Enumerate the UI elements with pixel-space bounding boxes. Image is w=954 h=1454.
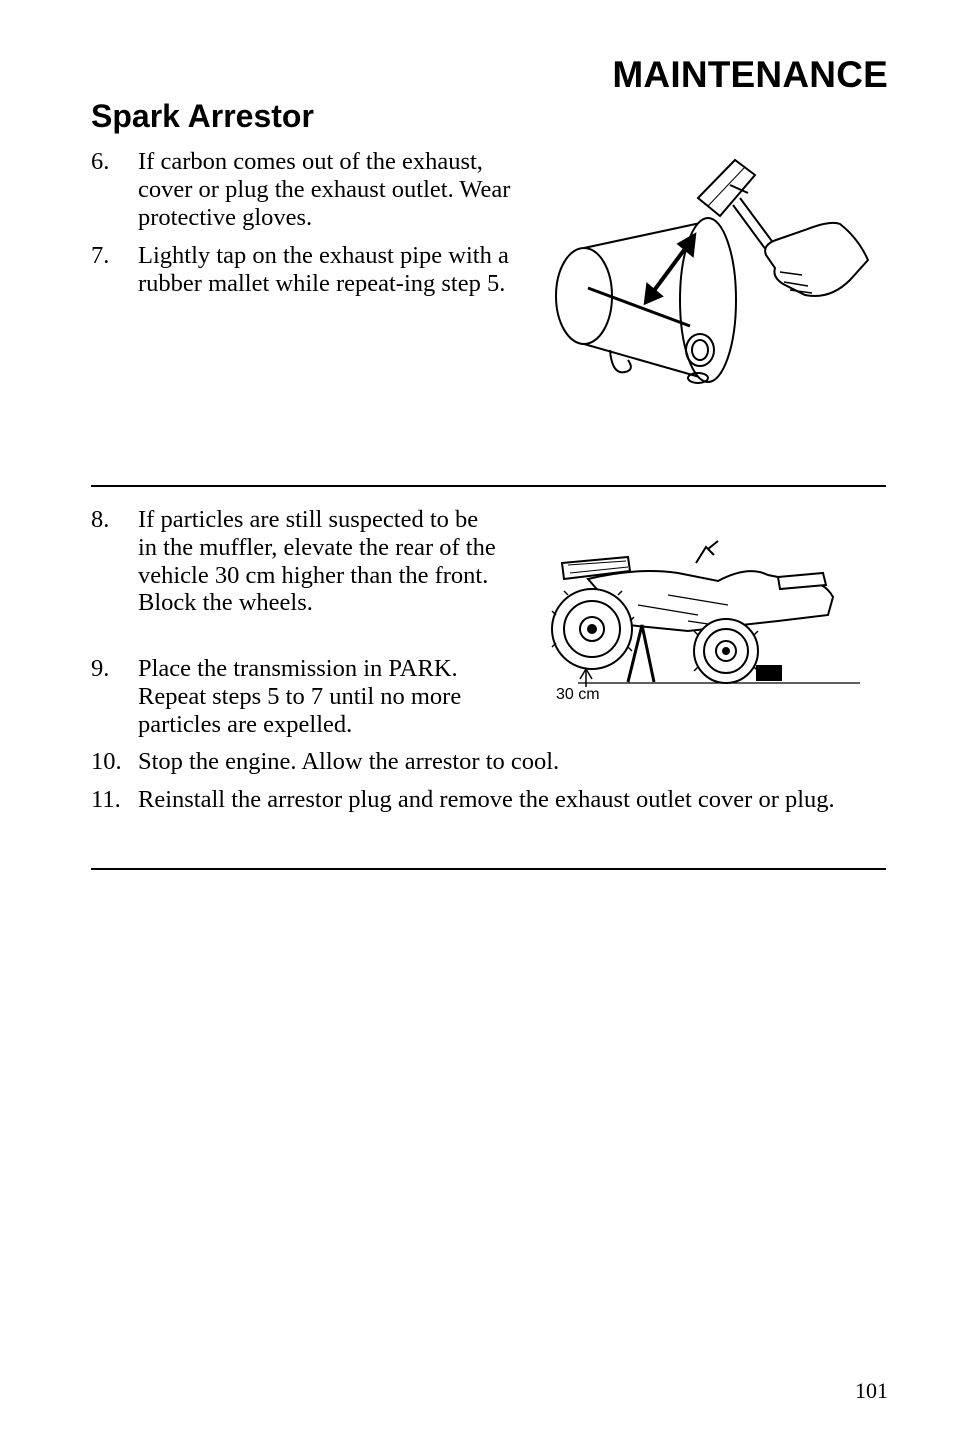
page-number: 101 (855, 1378, 888, 1403)
step-text: Lightly tap on the exhaust pipe with a rubber mallet while repeat-ing step 5. (138, 242, 509, 297)
step-number: 10. (91, 748, 122, 775)
atv-elevated-illustration (548, 535, 868, 687)
step-text: If carbon comes out of the exhaust, cover or plug the exhaust outlet. Wear protective gloves. (138, 148, 511, 231)
step-8 (91, 506, 501, 617)
step-number: 6. (91, 148, 110, 175)
step-number: 8. (91, 506, 110, 533)
chapter-title: MAINTENANCE (612, 54, 888, 95)
muffler-mallet-illustration (540, 150, 880, 395)
step-text: Place the transmission in PARK. Repeat steps 5 to 7 until no more particles are expelled. (138, 655, 462, 738)
step-9 (91, 655, 501, 738)
step-text: Stop the engine. Allow the arrestor to cool. (138, 748, 560, 775)
section-title: Spark Arrestor (91, 98, 314, 134)
step-7 (91, 242, 521, 298)
step-11 (91, 786, 886, 814)
section-divider (91, 868, 886, 870)
section-divider (91, 485, 886, 487)
step-text: Reinstall the arrestor plug and remove the exhaust outlet cover or plug. (138, 786, 835, 813)
step-number: 9. (91, 655, 110, 682)
step-6 (91, 148, 521, 231)
step-text: If particles are still suspected to be in the muffler, elevate the rear of the vehicle 30 cm higher than the front. Block the wheels. (138, 506, 496, 617)
step-number: 11. (91, 786, 121, 813)
elevation-label: 30 cm (556, 686, 600, 703)
step-number: 7. (91, 242, 110, 269)
step-10 (91, 748, 886, 776)
wheel-block (756, 665, 782, 681)
